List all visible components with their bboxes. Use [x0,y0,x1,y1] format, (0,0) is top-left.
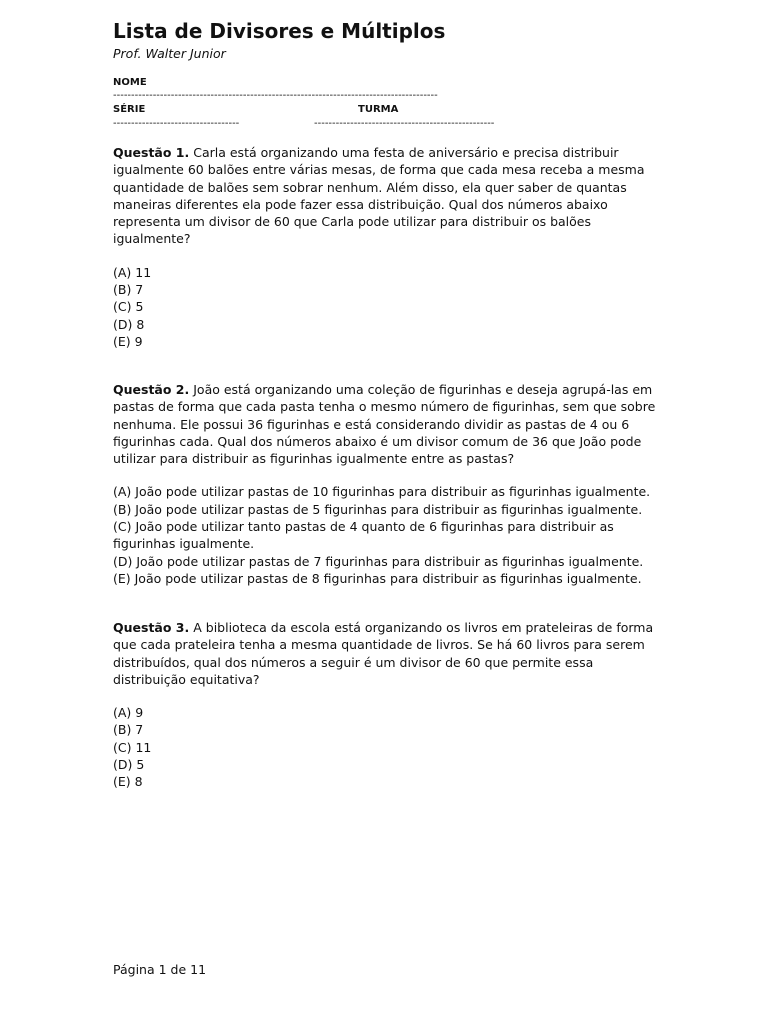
page-title: Lista de Divisores e Múltiplos [113,19,446,43]
option-a: (A) 9 [113,705,144,721]
option-b: (B) 7 [113,722,144,738]
serie-label: SÉRIE [113,104,146,115]
question-2-statement [113,381,661,467]
question-2-label: Questão 2. [113,382,190,397]
turma-line: -------------------------------------------------- [314,118,495,129]
option-d: (D) 5 [113,757,145,773]
name-line: ------------------------------------------------------------------------------------------ [113,90,438,101]
question-2 [113,381,661,587]
page-number: Página 1 de 11 [113,962,207,977]
question-2-text: João está organizando uma coleção de figurinhas e deseja agrupá-las em pastas de forma que cada pasta tenha o mesmo número de figurinhas, sem que sobre nenhuma. Ele possui 36 figurinhas e está considerando dividir as pastas de 4 ou 6 figurinhas cada. Qual dos números abaixo é um divisor comum de 36 que João pode utilizar para distribuir as figurinhas igualmente entre as pastas? [113,382,656,467]
option-d: (D) 8 [113,316,145,332]
option-a: (A) João pode utilizar pastas de 10 figurinhas para distribuir as figurinhas igualmente. [113,484,651,500]
name-label: NOME [113,77,147,88]
question-2-options [113,483,661,587]
question-1-statement [113,144,661,248]
question-3-text: A biblioteca da escola está organizando os livros em prateleiras de forma que cada prateleira tenha a mesma quantidade de livros. Se há 60 livros para serem distribuídos, qual dos números a seguir é um divisor de 60 que permite essa distribuição equitativa? [113,620,654,687]
option-e: (E) 9 [113,333,143,349]
question-1 [113,144,661,350]
turma-label: TURMA [358,104,399,115]
question-3 [113,619,661,791]
question-1-text: Carla está organizando uma festa de aniversário e precisa distribuir igualmente 60 balões entre várias mesas, de forma que cada mesa receba a mesma quantidade de balões sem sobrar nenhum. Além disso, ela quer saber de quantas maneiras diferentes ela pode fazer essa distribuição. Qual dos números abaixo representa um divisor de 60 que Carla pode utilizar para distribuir os balões igualmente? [113,145,645,247]
option-c: (C) João pode utilizar tanto pastas de 4 quanto de 6 figurinhas para distribuir as figurinhas igualmente. [113,519,614,552]
author-subtitle: Prof. Walter Junior [113,46,226,61]
question-3-label: Questão 3. [113,620,190,635]
option-c: (C) 5 [113,299,144,315]
question-3-statement [113,619,661,688]
option-b: (B) João pode utilizar pastas de 5 figurinhas para distribuir as figurinhas igualmente. [113,501,643,517]
question-1-label: Questão 1. [113,145,190,160]
question-3-options [113,704,661,790]
option-b: (B) 7 [113,282,144,298]
question-1-options [113,264,661,350]
serie-line: ----------------------------------- [113,118,240,129]
option-c: (C) 11 [113,739,152,755]
option-e: (E) João pode utilizar pastas de 8 figurinhas para distribuir as figurinhas igualmente. [113,570,642,586]
option-d: (D) João pode utilizar pastas de 7 figurinhas para distribuir as figurinhas igualmente. [113,553,644,569]
option-e: (E) 8 [113,774,143,790]
option-a: (A) 11 [113,264,152,280]
